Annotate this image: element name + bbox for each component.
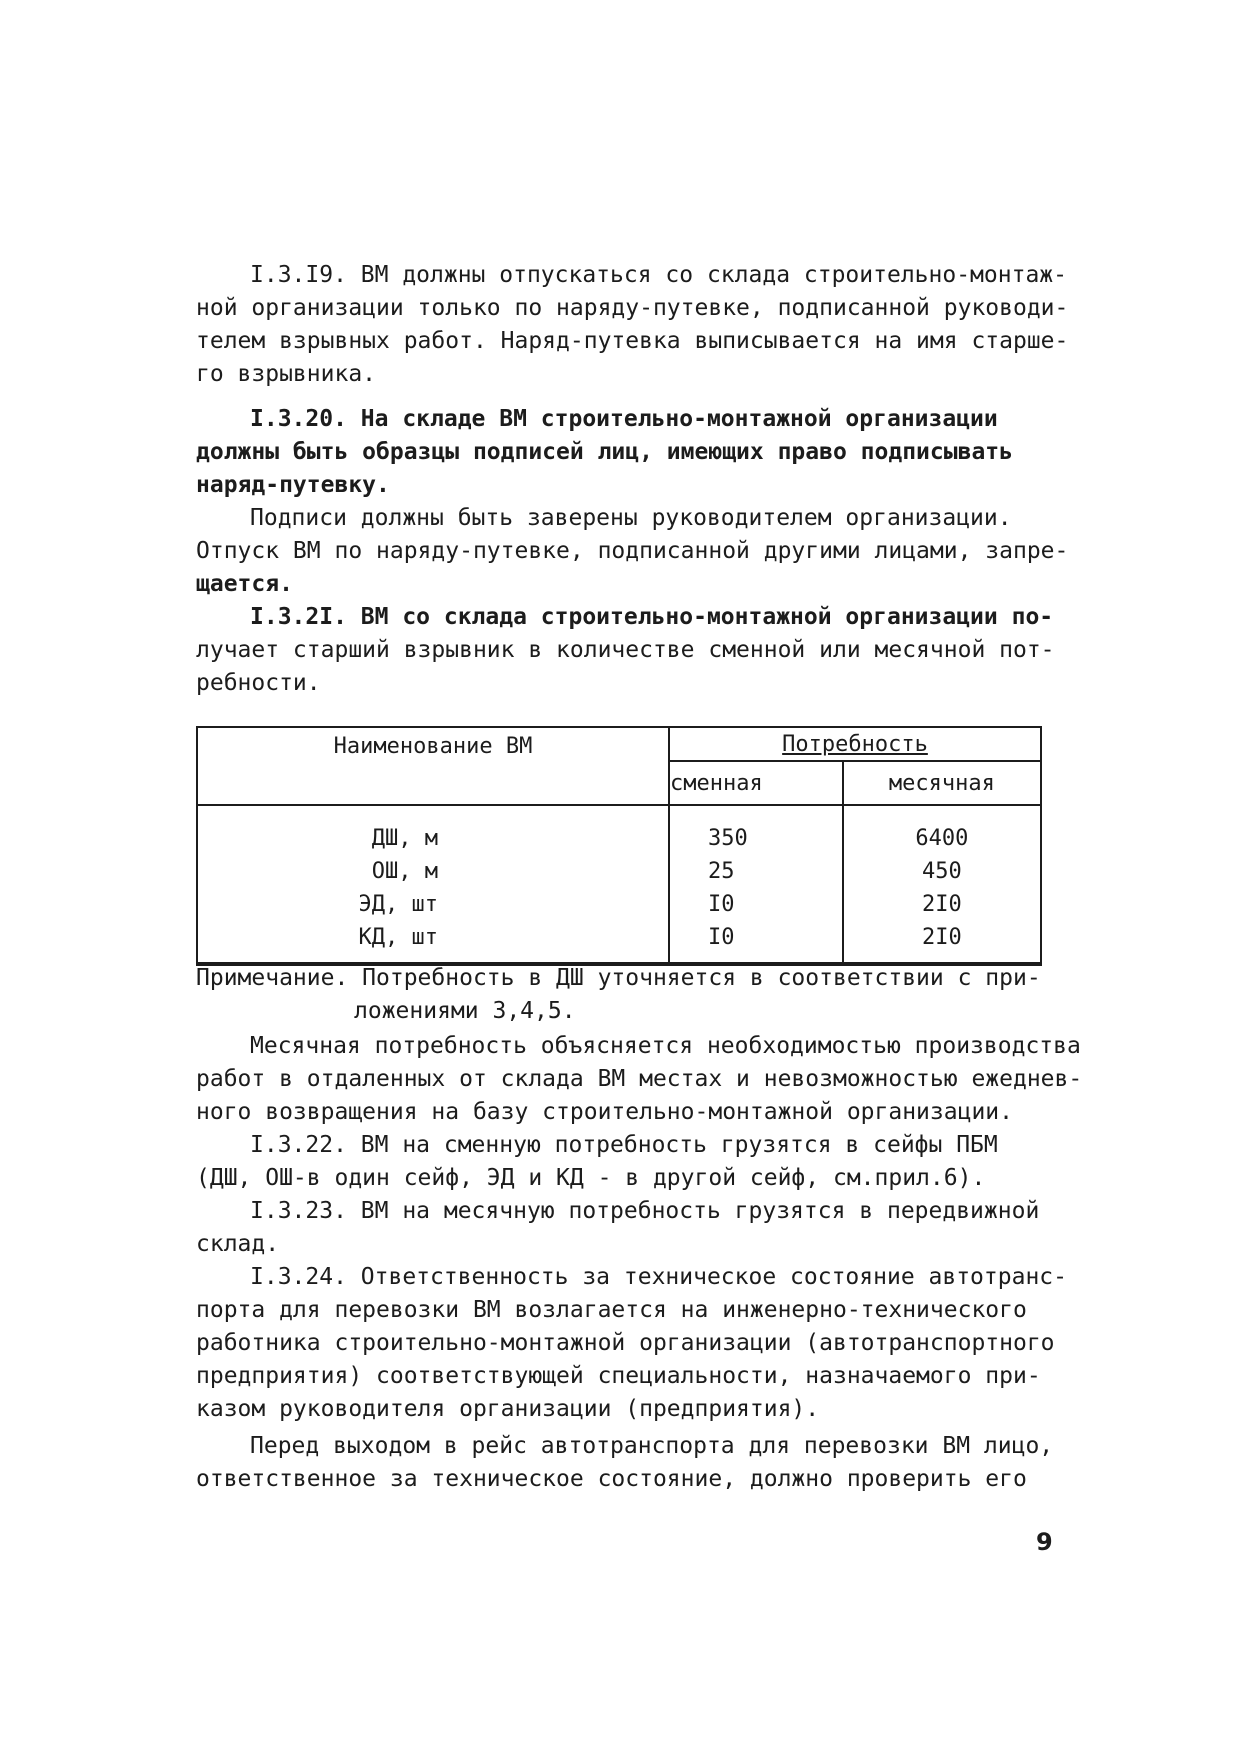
table-row — [197, 921, 1041, 964]
p6-line-2: (ДШ, ОШ-в один сейф, ЭД и КД - в другой сейф, см.прил.6). — [196, 1165, 986, 1191]
needs-table — [196, 726, 1042, 966]
p3-line-2: Отпуск ВМ по наряду-путевке, подписанной другими лицами, запре- — [196, 538, 1069, 564]
p5-line-2: работ в отдаленных от склада ВМ местах и невозможностью ежеднев- — [196, 1066, 1083, 1092]
row-name: ОШ, м — [197, 855, 669, 888]
row-month: 2I0 — [922, 925, 962, 950]
page-number: 9 — [1036, 1528, 1053, 1556]
p7-line-1: I.3.23. ВМ на месячную потребность грузятся в передвижной — [250, 1198, 1040, 1224]
p2-line-1: I.3.20. На складе ВМ строительно-монтажной организации — [250, 406, 998, 432]
p1-line-3: телем взрывных работ. Наряд-путевка выписывается на имя старше- — [196, 328, 1069, 354]
row-month: 6400 — [915, 826, 969, 851]
p5-line-3: ного возвращения на базу строительно-монтажной организации. — [196, 1099, 1013, 1125]
row-shift: 25 — [669, 855, 843, 888]
p4-line-2: лучает старший взрывник в количестве сменной или месячной пот- — [196, 637, 1055, 663]
header-need: Потребность — [669, 727, 1041, 761]
header-shift: сменная — [669, 761, 843, 805]
table-row — [197, 888, 1041, 921]
p5-line-1: Месячная потребность объясняется необходимостью производства — [250, 1033, 1081, 1059]
row-name: ЭД, шт — [197, 888, 669, 921]
table-row — [197, 855, 1041, 888]
p2-line-2: должны быть образцы подписей лиц, имеющих право подписывать — [196, 439, 1013, 465]
p9-line-1: Перед выходом в рейс автотранспорта для перевозки ВМ лицо, — [250, 1433, 1054, 1459]
p4-line-1: I.3.2I. ВМ со склада строительно-монтажной организации по- — [250, 604, 1054, 630]
p6-line-1: I.3.22. ВМ на сменную потребность грузятся в сейфы ПБМ — [250, 1132, 998, 1158]
table-row — [197, 805, 1041, 855]
p1-line-2: ной организации только по наряду-путевке, подписанной руководи- — [196, 295, 1069, 321]
row-month: 2I0 — [922, 892, 962, 917]
p1-line-4: го взрывника. — [196, 361, 377, 387]
row-shift: 350 — [669, 805, 843, 855]
row-name: КД, шт — [197, 921, 669, 964]
p8-line-3: работника строительно-монтажной организации (автотранспортного — [196, 1330, 1055, 1356]
p8-line-2: порта для перевозки ВМ возлагается на инженерно-технического — [196, 1297, 1027, 1323]
p2-line-3: наряд-путевку. — [196, 472, 390, 498]
row-shift: I0 — [669, 888, 843, 921]
note-line-2: ложениями 3,4,5. — [354, 998, 576, 1024]
row-name: ДШ, м — [197, 805, 669, 855]
note-line-1: Примечание. Потребность в ДШ уточняется в соответствии с при- — [196, 965, 1041, 991]
p3-line-3: щается. — [196, 571, 293, 597]
row-shift: I0 — [669, 921, 843, 964]
header-vm-name: Наименование ВМ — [197, 727, 669, 805]
p8-line-5: казом руководителя организации (предприятия). — [196, 1396, 820, 1422]
row-month: 450 — [922, 859, 962, 884]
p1-line-1: I.3.I9. ВМ должны отпускаться со склада строительно-монтаж- — [250, 262, 1067, 288]
header-month: месячная — [843, 761, 1041, 805]
p8-line-1: I.3.24. Ответственность за техническое состояние автотранс- — [250, 1264, 1067, 1290]
p8-line-4: предприятия) соответствующей специальности, назначаемого при- — [196, 1363, 1041, 1389]
p9-line-2: ответственное за техническое состояние, должно проверить его — [196, 1466, 1027, 1492]
p4-line-3: ребности. — [196, 670, 321, 696]
p7-line-2: склад. — [196, 1231, 280, 1257]
p3-line-1: Подписи должны быть заверены руководителем организации. — [250, 505, 1012, 531]
